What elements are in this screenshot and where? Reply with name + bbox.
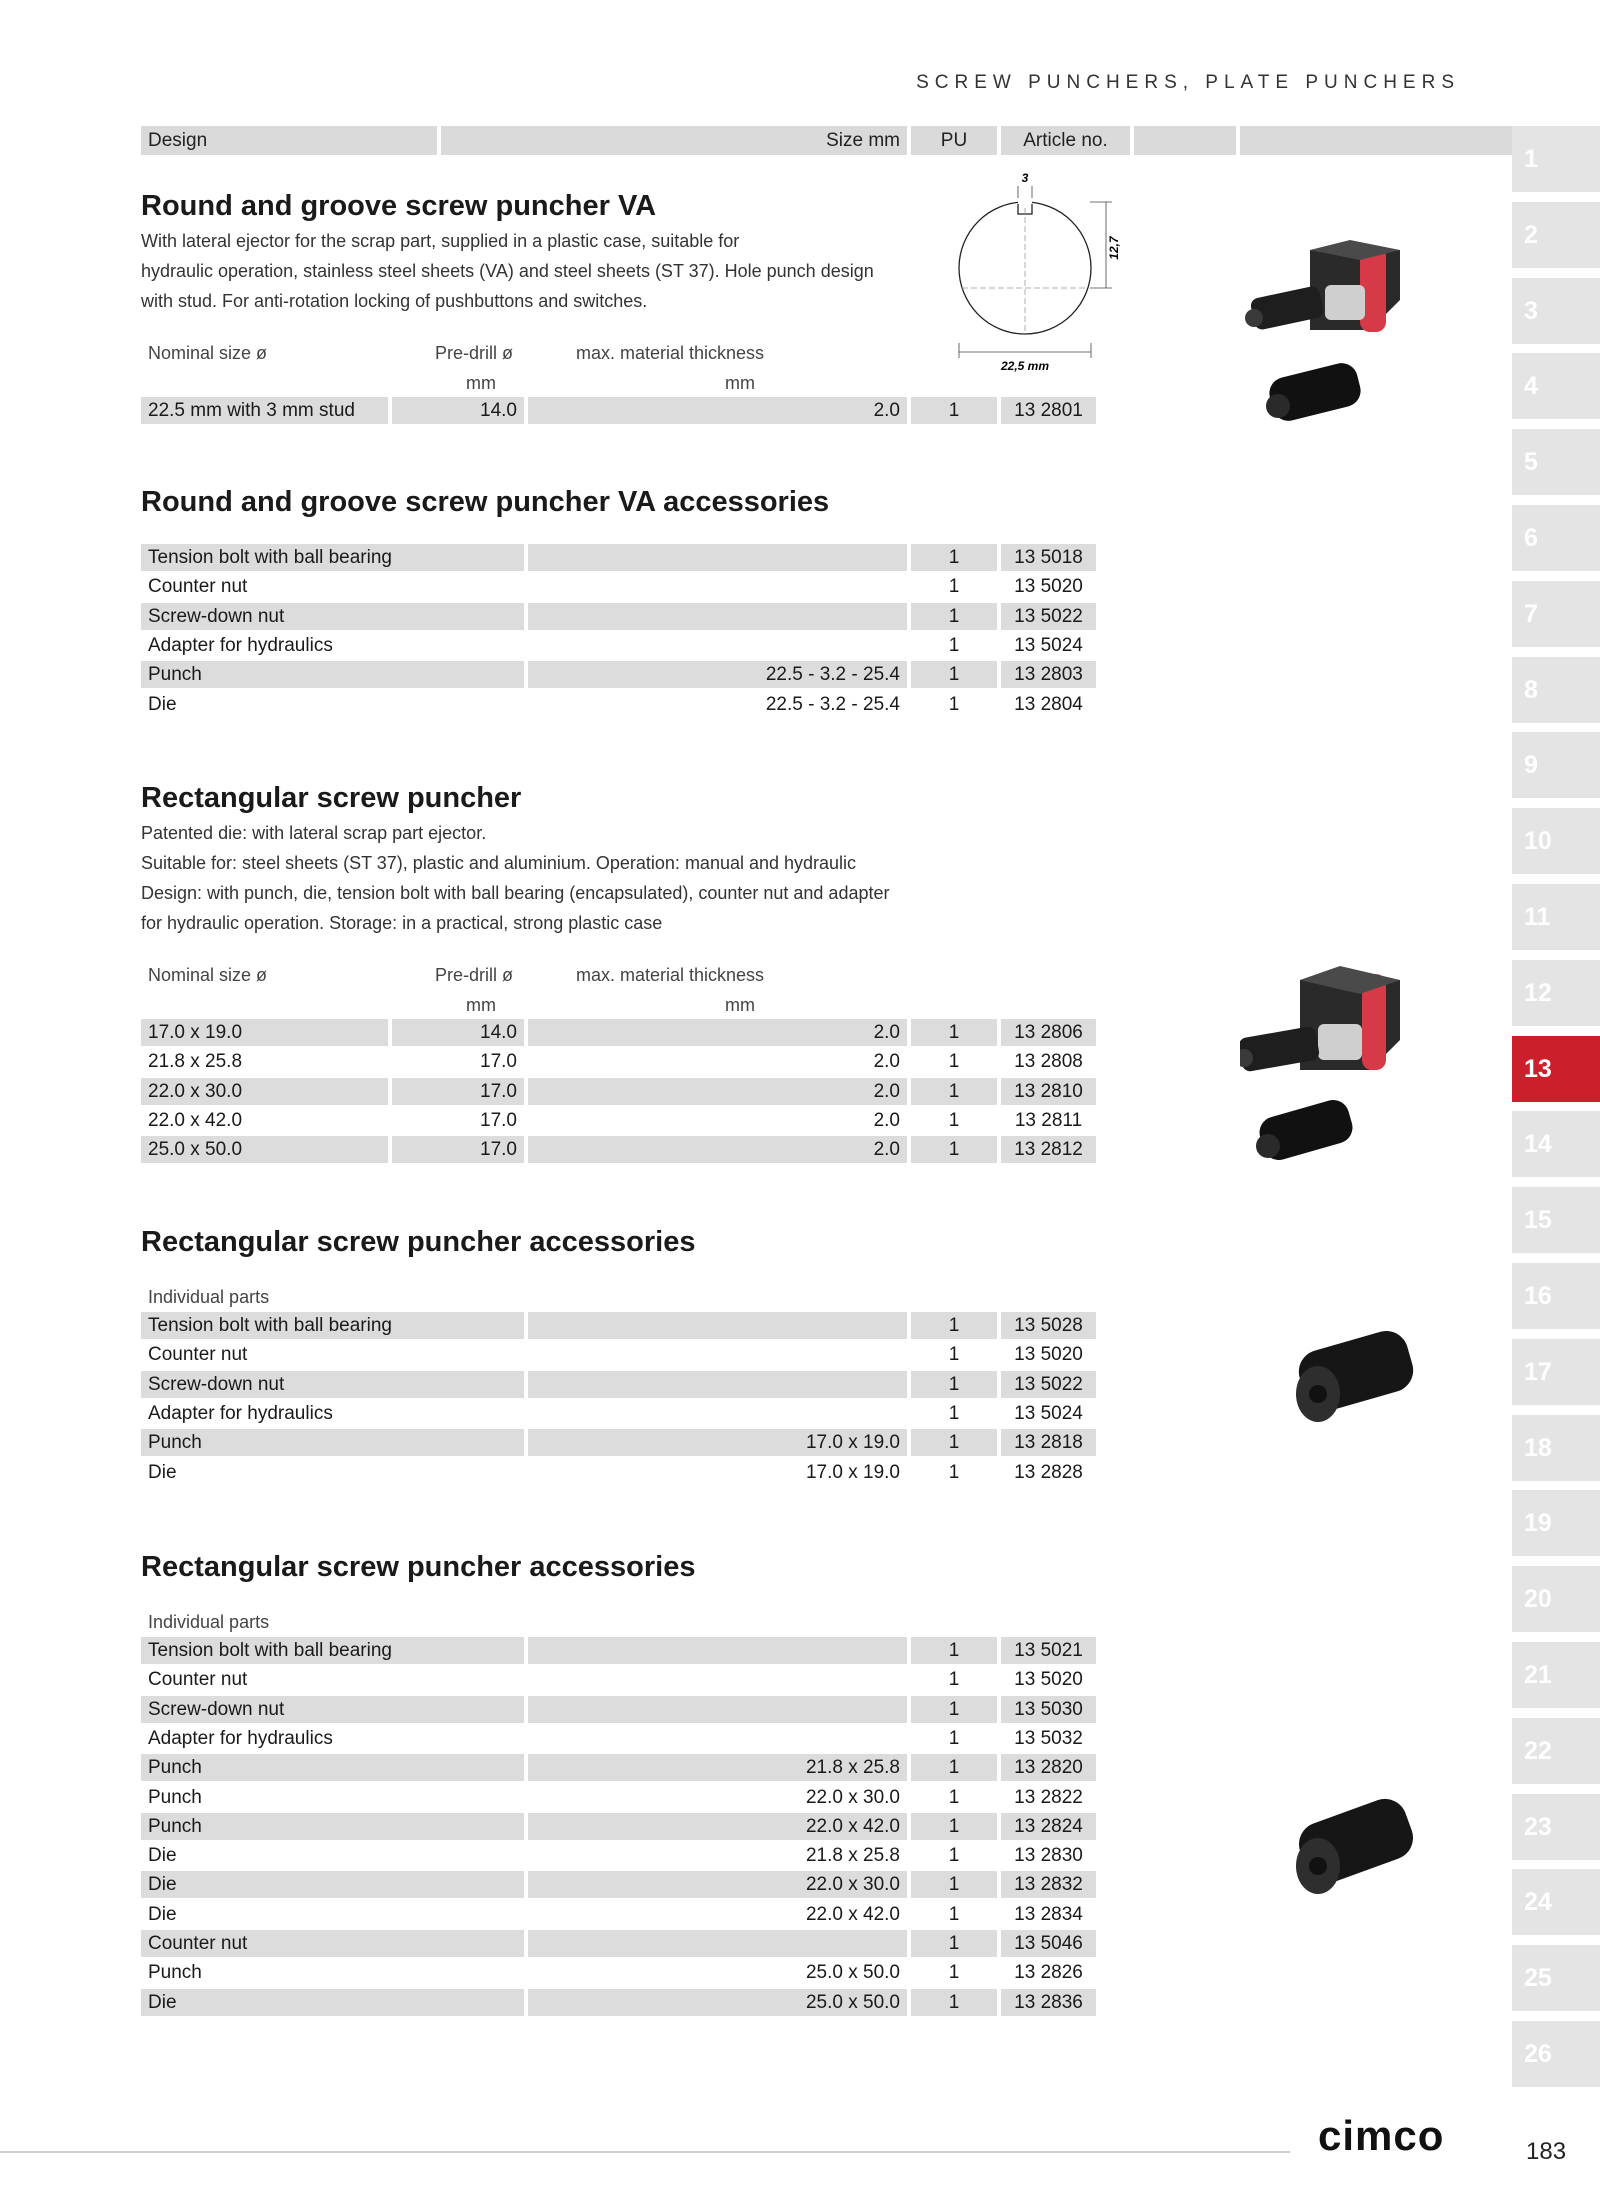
- table-row: [141, 1136, 1096, 1163]
- cell-name: 22.0 x 30.0: [141, 1078, 388, 1105]
- cell-pu: 1: [911, 603, 997, 630]
- table-row: [141, 1312, 1096, 1339]
- table-row: [141, 691, 1096, 718]
- table-row: [141, 1871, 1096, 1898]
- desc-line: Patented die: with lateral scrap part ejector.: [141, 823, 487, 843]
- cell-name: Punch: [148, 1962, 202, 1984]
- cell-pu: 1: [911, 1813, 997, 1840]
- cell-name: 21.8 x 25.8: [148, 1051, 243, 1073]
- cell-name: Die: [148, 1845, 177, 1867]
- cell-art: 13 5032: [1014, 1727, 1083, 1749]
- cell-size: 2.0: [528, 1078, 907, 1105]
- cell-name: 22.0 x 42.0: [148, 1109, 243, 1131]
- cell-name: Punch: [141, 1429, 524, 1456]
- cell-pu: 1: [948, 1727, 960, 1749]
- cell-art: 13 2818: [1001, 1429, 1096, 1456]
- table-row: [141, 1901, 1096, 1928]
- cell-size: 25.0 x 50.0: [528, 1989, 907, 2016]
- table-row: [141, 632, 1096, 659]
- chapter-tab-26[interactable]: 26: [1512, 2021, 1600, 2087]
- cell-name: Screw-down nut: [141, 603, 524, 630]
- table-row: [141, 1341, 1096, 1368]
- cell-art: 13 2822: [1014, 1786, 1083, 1808]
- sub-mm: mm: [466, 373, 496, 393]
- chapter-tab-10[interactable]: 10: [1512, 808, 1600, 874]
- col-pu: PU: [911, 126, 997, 155]
- page-number: 183: [1526, 2138, 1567, 2165]
- table-row: [141, 1784, 1096, 1811]
- desc-line: Design: with punch, die, tension bolt with ball bearing (encapsulated), counter nut and adapter: [141, 883, 890, 903]
- section-title-rectangular-accessories-2: Rectangular screw puncher accessories: [141, 1551, 696, 1583]
- desc-line: With lateral ejector for the scrap part, supplied in a plastic case, suitable for: [141, 231, 740, 251]
- cell-pu: 1: [911, 661, 997, 688]
- chapter-tab-3[interactable]: 3: [1512, 278, 1600, 344]
- table-row: [141, 573, 1096, 600]
- cell-art: 13 5018: [1001, 544, 1096, 571]
- diagram-label-bottom: 22,5 mm: [1000, 359, 1050, 373]
- cell-art: 13 2808: [1014, 1051, 1083, 1073]
- cell-art: 13 2820: [1001, 1754, 1096, 1781]
- chapter-tab-15[interactable]: 15: [1512, 1187, 1600, 1253]
- cell-art: 13 2803: [1001, 661, 1096, 688]
- sub-maxthick: max. material thickness: [576, 965, 765, 985]
- cell-size: [528, 544, 907, 571]
- chapter-tab-6[interactable]: 6: [1512, 505, 1600, 571]
- cell-pu: 1: [948, 1962, 960, 1984]
- cell-art: 13 5020: [1014, 1344, 1083, 1366]
- desc-line: hydraulic operation, stainless steel sheets (VA) and steel sheets (ST 37). Hole punch design: [141, 261, 874, 281]
- cell-pu: 1: [911, 1989, 997, 2016]
- cell-art: 13 5022: [1001, 1371, 1096, 1398]
- cell-pu: 1: [948, 576, 960, 598]
- table-row: [141, 1019, 1096, 1046]
- cell-size: [528, 1696, 907, 1723]
- table-row: [141, 1429, 1096, 1456]
- cell-pu: 1: [948, 1786, 960, 1808]
- cell-pre: 17.0: [480, 1051, 517, 1073]
- cell-art: 13 2801: [1001, 397, 1096, 424]
- cell-name: Punch: [141, 1813, 524, 1840]
- table-row: [141, 1637, 1096, 1664]
- sub-nominal: Nominal size ø: [148, 343, 268, 363]
- cell-art: 13 2836: [1001, 1989, 1096, 2016]
- table-row: [141, 397, 1096, 424]
- chapter-tab-18[interactable]: 18: [1512, 1415, 1600, 1481]
- cell-art: 13 2812: [1001, 1136, 1096, 1163]
- chapter-tab-17[interactable]: 17: [1512, 1339, 1600, 1405]
- cell-art: 13 5024: [1014, 1402, 1083, 1424]
- cell-name: Die: [141, 1871, 524, 1898]
- desc-line: Suitable for: steel sheets (ST 37), plastic and aluminium. Operation: manual and hydraulic: [141, 853, 857, 873]
- sub-predrill: Pre-drill ø: [435, 965, 514, 985]
- cell-name: Adapter for hydraulics: [148, 1402, 333, 1424]
- chapter-tab-5[interactable]: 5: [1512, 429, 1600, 495]
- table-row: [141, 1459, 1096, 1486]
- cell-size: 22.0 x 30.0: [805, 1786, 900, 1808]
- table-row: [141, 1813, 1096, 1840]
- table-row: [141, 1989, 1096, 2016]
- chapter-tab-9[interactable]: 9: [1512, 732, 1600, 798]
- cell-name: Die: [148, 1903, 177, 1925]
- table-row: [141, 603, 1096, 630]
- cell-size: [528, 632, 907, 659]
- cell-art: 13 2828: [1014, 1461, 1083, 1483]
- chapter-tab-25[interactable]: 25: [1512, 1945, 1600, 2011]
- cell-pu: 1: [911, 397, 997, 424]
- cell-name: 25.0 x 50.0: [141, 1136, 388, 1163]
- sub-maxthick: max. material thickness: [576, 343, 765, 363]
- cell-pu: 1: [948, 1669, 960, 1691]
- cell-pre: 17.0: [392, 1136, 524, 1163]
- cell-size: 2.0: [528, 397, 907, 424]
- cell-art: 13 2806: [1001, 1019, 1096, 1046]
- sub-mm: mm: [466, 995, 496, 1015]
- cell-name: Punch: [141, 661, 524, 688]
- cell-pu: 1: [911, 1136, 997, 1163]
- sub-mm: mm: [725, 995, 755, 1015]
- chapter-tab-2[interactable]: 2: [1512, 202, 1600, 268]
- cell-name: Screw-down nut: [141, 1371, 524, 1398]
- cell-pu: 1: [948, 1109, 960, 1131]
- cell-size: [528, 1725, 907, 1752]
- rectangular-puncher-image: [1240, 950, 1410, 1170]
- cell-art: 13 2826: [1014, 1962, 1083, 1984]
- chapter-tab-20[interactable]: 20: [1512, 1566, 1600, 1632]
- cell-size: [528, 1371, 907, 1398]
- cell-pu: 1: [911, 1871, 997, 1898]
- cell-art: 13 5028: [1001, 1312, 1096, 1339]
- col-size: Size mm: [441, 126, 907, 155]
- cell-name: 17.0 x 19.0: [141, 1019, 388, 1046]
- chapter-tab-8[interactable]: 8: [1512, 657, 1600, 723]
- chapter-tab-23[interactable]: 23: [1512, 1794, 1600, 1860]
- section-desc-rectangular: [141, 818, 941, 938]
- chapter-tab-13[interactable]: 13: [1512, 1036, 1600, 1102]
- table-row: [141, 1696, 1096, 1723]
- section-desc-round-groove: [141, 226, 941, 316]
- cell-art: 13 5024: [1014, 634, 1083, 656]
- cell-pre: 17.0: [392, 1078, 524, 1105]
- table-row: [141, 1754, 1096, 1781]
- cell-name: Screw-down nut: [141, 1696, 524, 1723]
- chapter-tab-19[interactable]: 19: [1512, 1490, 1600, 1556]
- table-row: [141, 661, 1096, 688]
- cell-size: 2.0: [528, 1136, 907, 1163]
- cell-size: [528, 1637, 907, 1664]
- cell-art: 13 2830: [1014, 1845, 1083, 1867]
- cell-pu: 1: [911, 1930, 997, 1957]
- section-title-rectangular: Rectangular screw puncher: [141, 782, 522, 814]
- cell-pu: 1: [948, 1461, 960, 1483]
- cell-name: Adapter for hydraulics: [148, 1727, 333, 1749]
- table-row: [141, 1371, 1096, 1398]
- cell-size: 2.0: [528, 1019, 907, 1046]
- table-row: [141, 1107, 1096, 1134]
- sub-individual-parts: Individual parts: [148, 1612, 270, 1632]
- desc-line: with stud. For anti-rotation locking of pushbuttons and switches.: [141, 291, 648, 311]
- cell-art: 13 2804: [1014, 693, 1083, 715]
- table-row: [141, 1078, 1096, 1105]
- cell-name: Tension bolt with ball bearing: [141, 1312, 524, 1339]
- table-row: [141, 544, 1096, 571]
- cell-art: 13 5022: [1001, 603, 1096, 630]
- section-title-round-groove-accessories: Round and groove screw puncher VA accessories: [141, 486, 830, 518]
- cell-size: 2.0: [873, 1051, 900, 1073]
- chapter-tab-14[interactable]: 14: [1512, 1111, 1600, 1177]
- cell-pu: 1: [948, 1845, 960, 1867]
- diagram-label-top: 3: [1021, 171, 1029, 185]
- cell-name: Die: [148, 693, 177, 715]
- punch-profile-diagram: [940, 168, 1140, 378]
- cell-pu: 1: [911, 1637, 997, 1664]
- desc-line: for hydraulic operation. Storage: in a practical, strong plastic case: [141, 913, 663, 933]
- table-row: [141, 1400, 1096, 1427]
- die-image: [1290, 1320, 1420, 1430]
- sub-mm: mm: [725, 373, 755, 393]
- diagram-label-side: 12,7: [1107, 236, 1121, 260]
- table-row: [141, 1725, 1096, 1752]
- cell-name: Tension bolt with ball bearing: [141, 544, 524, 571]
- cell-size: [528, 1400, 907, 1427]
- cell-pre: 14.0: [392, 397, 524, 424]
- cell-name: 22.5 mm with 3 mm stud: [141, 397, 388, 424]
- cell-art: 13 2834: [1014, 1903, 1083, 1925]
- cell-pu: 1: [911, 1019, 997, 1046]
- cell-size: 22.0 x 42.0: [528, 1813, 907, 1840]
- chapter-tab-1[interactable]: 1: [1512, 126, 1600, 192]
- column-header-bar: [141, 126, 1459, 155]
- cell-art: 13 2810: [1001, 1078, 1096, 1105]
- col-article: Article no.: [1001, 126, 1130, 155]
- sub-nominal: Nominal size ø: [148, 965, 268, 985]
- cell-name: Tension bolt with ball bearing: [141, 1637, 524, 1664]
- chapter-tab-7[interactable]: 7: [1512, 581, 1600, 647]
- punch-image: [1290, 1790, 1420, 1900]
- cell-pu: 1: [911, 1754, 997, 1781]
- sub-individual-parts: Individual parts: [148, 1287, 270, 1307]
- table-row: [141, 1959, 1096, 1986]
- cell-art: 13 2832: [1001, 1871, 1096, 1898]
- sub-predrill: Pre-drill ø: [435, 343, 514, 363]
- footer-divider: [0, 2151, 1290, 2153]
- cell-art: 13 2824: [1001, 1813, 1096, 1840]
- cell-size: [528, 603, 907, 630]
- cell-size: 17.0 x 19.0: [805, 1461, 900, 1483]
- cell-pu: 1: [948, 1402, 960, 1424]
- cell-pu: 1: [911, 1371, 997, 1398]
- chapter-tab-11[interactable]: 11: [1512, 884, 1600, 950]
- cell-name: Adapter for hydraulics: [148, 634, 333, 656]
- cell-name: Die: [148, 1461, 177, 1483]
- cell-pu: 1: [948, 693, 960, 715]
- cell-size: 22.0 x 42.0: [805, 1903, 900, 1925]
- cell-art: 13 5046: [1001, 1930, 1096, 1957]
- cell-size: [528, 1312, 907, 1339]
- cell-art: 13 5021: [1001, 1637, 1096, 1664]
- col-design: Design: [141, 126, 437, 155]
- cell-pu: 1: [911, 1696, 997, 1723]
- cimco-logo: cimco: [1318, 2112, 1445, 2159]
- chapter-tab-24[interactable]: 24: [1512, 1869, 1600, 1935]
- cell-name: Counter nut: [148, 1344, 248, 1366]
- cell-size: 22.0 x 30.0: [528, 1871, 907, 1898]
- cell-pu: 1: [948, 1903, 960, 1925]
- cell-size: 21.8 x 25.8: [528, 1754, 907, 1781]
- cell-size: [528, 573, 907, 600]
- cell-art: 13 5030: [1001, 1696, 1096, 1723]
- cell-pu: 1: [911, 1429, 997, 1456]
- cell-name: Punch: [141, 1754, 524, 1781]
- cell-name: Die: [141, 1989, 524, 2016]
- cell-pu: 1: [948, 1051, 960, 1073]
- cell-art: 13 2811: [1014, 1109, 1083, 1131]
- cell-pre: 14.0: [392, 1019, 524, 1046]
- table-row: [141, 1842, 1096, 1869]
- table-row: [141, 1048, 1096, 1075]
- cell-pu: 1: [911, 544, 997, 571]
- cell-pu: 1: [911, 1312, 997, 1339]
- section-title-rectangular-accessories-1: Rectangular screw puncher accessories: [141, 1226, 696, 1258]
- cell-pu: 1: [911, 1078, 997, 1105]
- cell-name: Counter nut: [148, 1669, 248, 1691]
- cell-pu: 1: [948, 634, 960, 656]
- cell-name: Counter nut: [141, 1930, 524, 1957]
- cell-art: 13 5020: [1014, 576, 1083, 598]
- section-title-round-groove: Round and groove screw puncher VA: [141, 190, 657, 222]
- col-blank-1: [1134, 126, 1236, 155]
- chapter-tab-12[interactable]: 12: [1512, 960, 1600, 1026]
- cell-pu: 1: [948, 1344, 960, 1366]
- chapter-tab-16[interactable]: 16: [1512, 1263, 1600, 1329]
- table-row: [141, 1930, 1096, 1957]
- cell-art: 13 5020: [1014, 1669, 1083, 1691]
- cell-size: [528, 1930, 907, 1957]
- cell-size: 17.0 x 19.0: [528, 1429, 907, 1456]
- cell-size: 25.0 x 50.0: [805, 1962, 900, 1984]
- cell-name: Counter nut: [148, 576, 248, 598]
- page-header-title: SCREW PUNCHERS, PLATE PUNCHERS: [916, 72, 1460, 93]
- cell-pre: 17.0: [480, 1109, 517, 1131]
- cell-size: [528, 1666, 907, 1693]
- cell-size: [528, 1341, 907, 1368]
- cell-size: 2.0: [873, 1109, 900, 1131]
- chapter-tab-21[interactable]: 21: [1512, 1642, 1600, 1708]
- cell-size: 21.8 x 25.8: [805, 1845, 900, 1867]
- chapter-tab-4[interactable]: 4: [1512, 353, 1600, 419]
- cell-size: 22.5 - 3.2 - 25.4: [765, 693, 900, 715]
- screw-puncher-image: [1240, 220, 1410, 430]
- cell-size: 22.5 - 3.2 - 25.4: [528, 661, 907, 688]
- table-row: [141, 1666, 1096, 1693]
- chapter-tab-22[interactable]: 22: [1512, 1718, 1600, 1784]
- cell-name: Punch: [148, 1786, 202, 1808]
